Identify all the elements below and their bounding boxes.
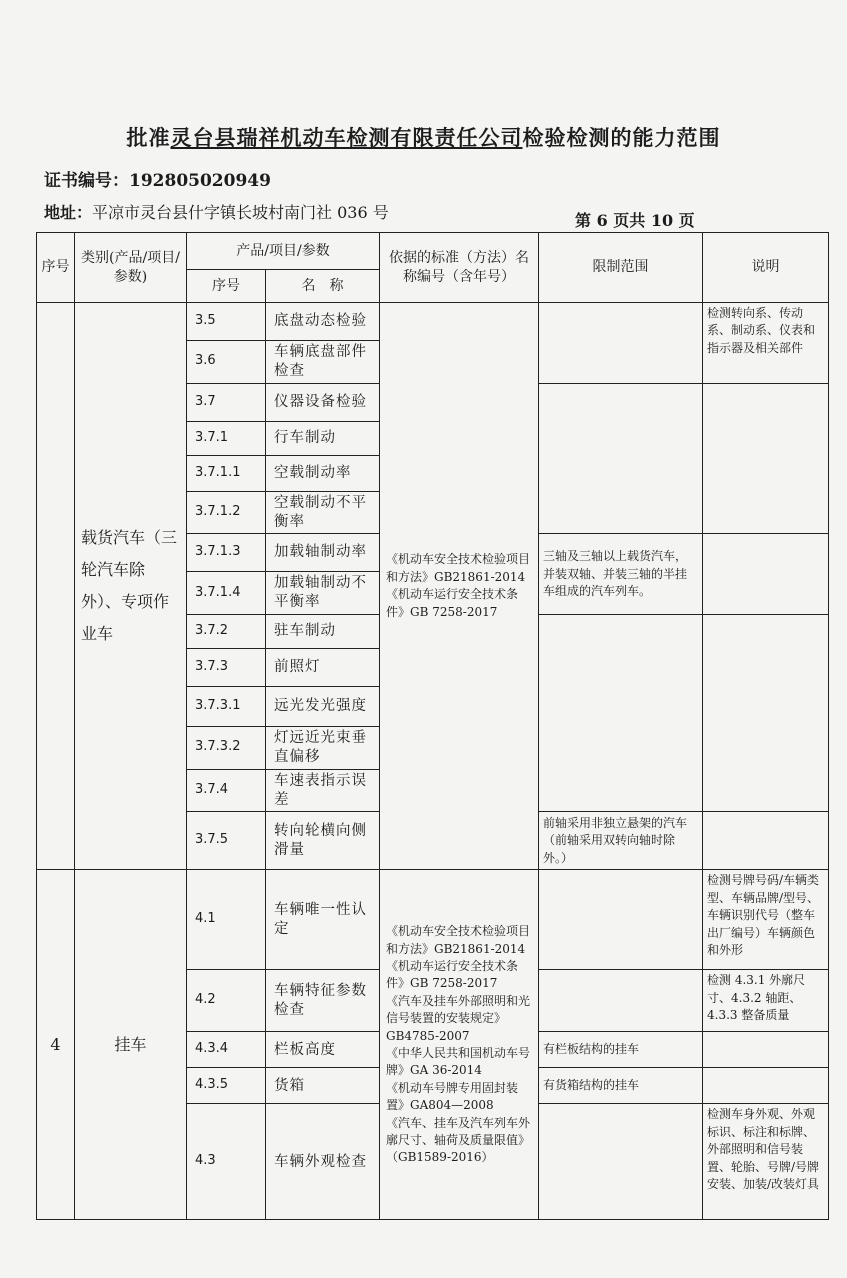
row-no: 4.2 [187,970,266,1032]
group3-limit-empty-1 [539,303,703,384]
row-limit [539,970,703,1032]
row-name: 底盘动态检验 [266,303,380,341]
header-standard: 依据的标准（方法）名称编号（含年号） [380,233,539,303]
row-no: 4.3.5 [187,1068,266,1104]
group3-limit-steer: 前轴采用非独立悬架的汽车（前轴采用双转向轴时除外。） [539,812,703,870]
cert-label: 证书编号： [44,171,129,191]
row-no: 3.7.4 [187,769,266,812]
group3-limit-axle: 三轴及三轴以上载货汽车，并装双轴、并装三轴的半挂车组成的汽车列车。 [539,534,703,615]
row-no: 3.7.2 [187,615,266,649]
row-name: 驻车制动 [266,615,380,649]
group3-note-empty-2 [703,534,829,615]
row-no: 3.7 [187,383,266,421]
table-row [37,870,829,970]
row-name: 仪器设备检验 [266,383,380,421]
row-name: 空载制动率 [266,455,380,491]
row-name: 车辆唯一性认定 [266,870,380,970]
cert-number: 192805020949 [129,171,271,191]
row-name: 行车制动 [266,421,380,455]
group4-seq: 4 [37,870,75,1220]
row-note: 检测车身外观、外观标识、标注和标牌、外部照明和信号装置、轮胎、号牌/号牌安装、加装/改装灯具 [703,1104,829,1220]
row-no: 3.5 [187,303,266,341]
page-info: 第 6 页共 10 页 [575,211,695,230]
row-name: 空载制动不平衡率 [266,491,380,534]
row-name: 灯远近光束垂直偏移 [266,727,380,770]
group3-note-empty-1 [703,383,829,534]
group3-note-chassis: 检测转向系、传动系、制动系、仪表和指示器及相关部件 [703,303,829,384]
row-limit [539,870,703,970]
header-category: 类别(产品/项目/参数) [75,233,187,303]
row-no: 4.3.4 [187,1032,266,1068]
row-name: 加载轴制动不平衡率 [266,572,380,615]
group3-note-empty-3 [703,615,829,812]
row-name: 远光发光强度 [266,687,380,727]
address-label: 地址： [44,203,93,222]
row-limit: 有货箱结构的挂车 [539,1068,703,1104]
group3-limit-empty-3 [539,615,703,812]
title-company: 灵台县瑞祥机动车检测有限责任公司 [170,125,523,150]
group3-standard [380,303,539,870]
group3-seq-cell [37,303,75,870]
group4-standard-text: 《机动车安全技术检验项目和方法》GB21861-2014 《机动车运行安全技术条件》GB 7258-2017 《汽车及挂车外部照明和光信号装置的安装规定》GB4785-2007 《中华人民共和国机动车号牌》GA 36-2014 《机动车号牌专用固封装置》GA804—2008 《汽车、挂车及汽车列车外廓尺寸、轴荷及质量限值》 （GB1589-2016） [386,924,531,1165]
row-limit: 有栏板结构的挂车 [539,1032,703,1068]
row-name: 车速表指示误差 [266,769,380,812]
row-no: 3.7.5 [187,812,266,870]
group3-limit-empty-2 [539,383,703,534]
row-no: 3.6 [187,341,266,384]
row-no: 3.7.1.4 [187,572,266,615]
row-no: 3.7.3.1 [187,687,266,727]
row-note [703,1068,829,1104]
header-limit: 限制范围 [539,233,703,303]
row-name: 车辆底盘部件检查 [266,341,380,384]
row-name: 前照灯 [266,649,380,687]
document-title [0,122,847,152]
row-name: 车辆特征参数检查 [266,970,380,1032]
row-no: 3.7.1.2 [187,491,266,534]
group3-category: 载货汽车（三轮汽车除外）、专项作业车 [75,303,187,870]
row-no: 3.7.1.3 [187,534,266,572]
row-no: 4.1 [187,870,266,970]
row-name: 货箱 [266,1068,380,1104]
table-row [37,303,829,341]
row-name: 转向轮横向侧滑量 [266,812,380,870]
group4-category: 挂车 [75,870,187,1220]
header-seq: 序号 [37,233,75,303]
row-name: 车辆外观检查 [266,1104,380,1220]
title-prefix: 批准 [126,125,171,150]
row-no: 3.7.3.2 [187,727,266,770]
group3-note-empty-4 [703,812,829,870]
header-sub-seq: 序号 [187,270,266,303]
group3-standard-text: 《机动车安全技术检验项目和方法》GB21861-2014 《机动车运行安全技术条件》GB 7258-2017 [386,552,531,619]
header-row [37,233,829,270]
header-note: 说明 [703,233,829,303]
title-suffix: 检验检测的能力范围 [522,125,721,150]
row-note [703,1032,829,1068]
capability-table [36,232,829,1220]
row-note: 检测 4.3.1 外廓尺寸、4.3.2 轴距、4.3.3 整备质量 [703,970,829,1032]
row-name: 栏板高度 [266,1032,380,1068]
row-no: 3.7.1 [187,421,266,455]
row-no: 3.7.3 [187,649,266,687]
address-text: 平凉市灵台县什字镇长坡村南门社 036 号 [92,203,389,222]
row-limit [539,1104,703,1220]
row-no: 3.7.1.1 [187,455,266,491]
row-name: 加载轴制动率 [266,534,380,572]
group4-standard [380,870,539,1220]
row-no: 4.3 [187,1104,266,1220]
certificate-line [44,166,271,191]
header-sub-name: 名 称 [266,270,380,303]
header-product-group: 产品/项目/参数 [187,233,380,270]
row-note: 检测号牌号码/车辆类型、车辆品牌/型号、车辆识别代号（整车出厂编号）车辆颜色和外形 [703,870,829,970]
